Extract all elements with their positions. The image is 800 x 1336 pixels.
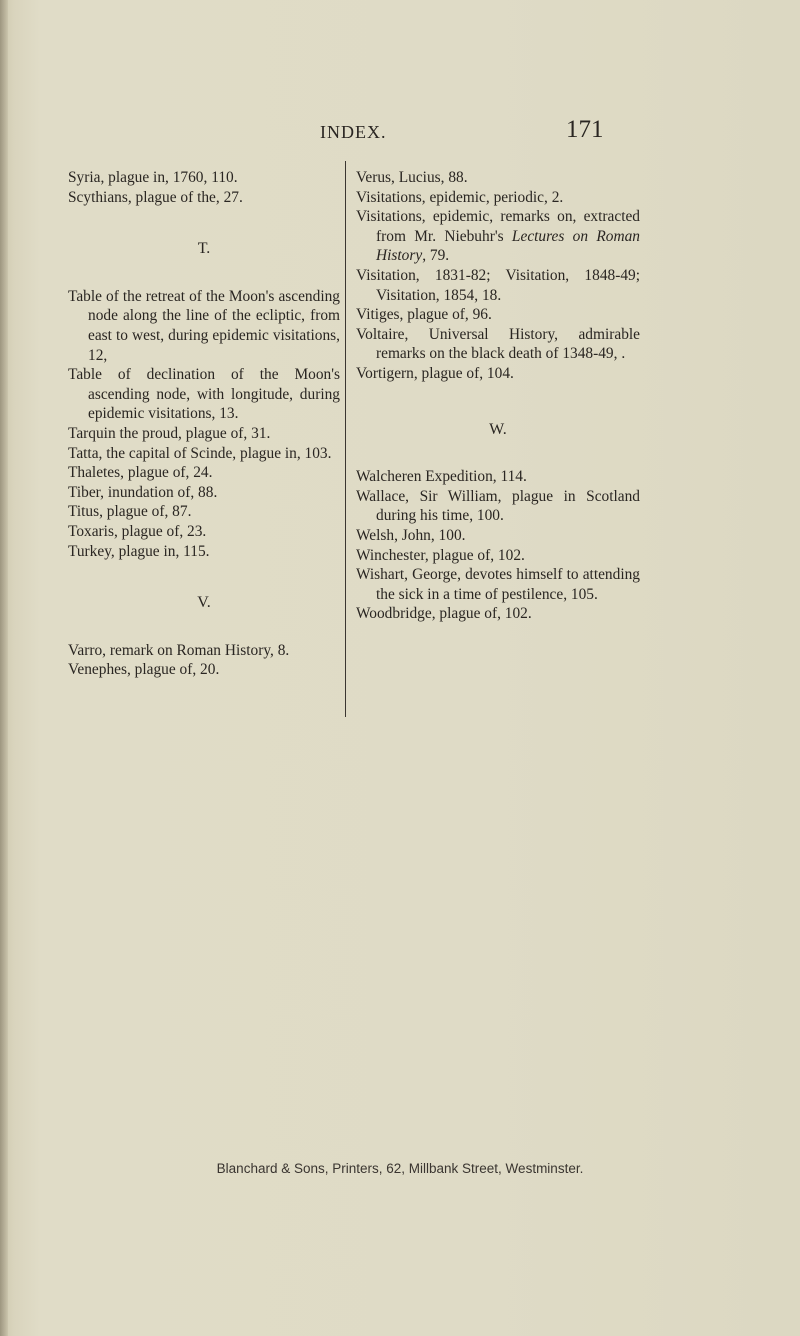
index-entry: Woodbridge, plague of, 102. [356,605,532,623]
section-letter-v: V. [197,594,211,612]
index-entry: Varro, remark on Roman History, 8. [68,641,290,659]
page-number: 171 [566,116,604,143]
index-entry: Tatta, the capital of Scinde, plague in, 103. [68,444,332,462]
index-entry: Table of declination of the Moon's ascending node, with longitude, during epidemic visitations, 13. [68,366,340,423]
index-entry: Winchester, plague of, 102. [356,546,525,564]
index-entry: Syria, plague in, 1760, 110. [68,169,238,186]
index-entry: Verus, Lucius, 88. [356,169,468,186]
index-entry: Welsh, John, 100. [356,526,466,544]
lectures-title: Lectures on Roman History [376,227,641,265]
index-entry: Turkey, plague in, 115. [68,542,210,560]
section-letter-t: T. [197,240,211,258]
index-entry: Walcheren Expedition, 114. [356,468,527,486]
printer-imprint: Blanchard & Sons, Printers, 62, Millbank Street, Westminster. [216,1161,584,1176]
running-head [0,116,800,146]
index-entry: Wallace, Sir William, plague in Scotland during his time, 100. [356,487,640,525]
index-entry: Toxaris, plague of, 23. [68,522,207,540]
index-entry: Wishart, George, devotes himself to attending the sick in a time of pestilence, 105. [356,566,640,603]
page-title: INDEX. [320,122,387,142]
index-entry: Tiber, inundation of, 88. [68,483,218,501]
index-entry: Venephes, plague of, 20. [68,661,220,679]
section-letter-w: W. [489,420,507,438]
index-entry: Vortigern, plague of, 104. [356,364,514,382]
index-entry: Titus, plague of, 87. [68,503,192,521]
index-column-right [356,168,640,624]
binding-edge [0,0,8,1336]
index-column-left [68,168,340,680]
index-entry: Scythians, plague of the, 27. [68,188,243,206]
index-entry: Visitations, epidemic, periodic, 2. [356,188,564,206]
index-entry-niebuhr: Visitations, epidemic, remarks on, extracted from Mr. Niebuhr's Lectures on Roman History, 79. [356,208,641,265]
index-entry: Voltaire, Universal History, admirable remarks on the black death of 1348-49, . [356,325,640,363]
index-entry: Visitation, 1831-82; Visitation, 1848-49; Visitation, 1854, 18. [356,266,640,304]
index-entry: Vitiges, plague of, 96. [356,306,492,324]
index-entry: Table of the retreat of the Moon's ascending node along the line of the ecliptic, from east to west, during epidemic visitations, 12, [68,287,340,364]
index-entry: Thaletes, plague of, 24. [68,464,213,482]
index-entry: Tarquin the proud, plague of, 31. [68,424,271,442]
column-divider [345,161,346,717]
